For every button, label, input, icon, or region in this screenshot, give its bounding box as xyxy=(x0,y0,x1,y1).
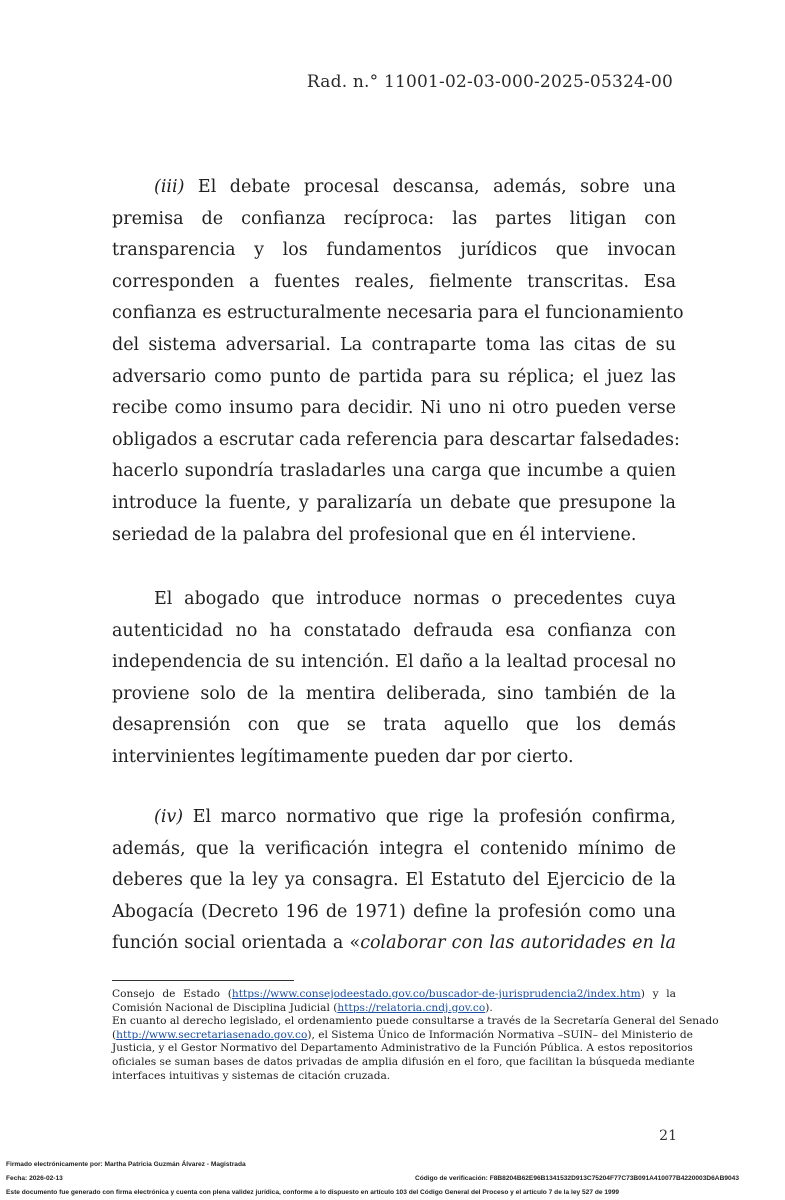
paragraph-iii xyxy=(112,172,684,551)
text-line: corresponden a fuentes reales, fielmente transcritas. Esa xyxy=(112,271,676,292)
footnote-line: Justicia, y el Gestor Normativo del Departamento Administrativo de la Función Pública. A estos repositorios xyxy=(112,1042,693,1055)
paragraph-marker: (iv) xyxy=(154,807,184,827)
text-line: El abogado que introduce normas o precedentes cuya xyxy=(154,589,676,609)
signature-legal-note: Este documento fue generado con firma electrónica y cuenta con plena validez jurídica, conforme a lo dispuesto en artículo 103 del Código General del Proceso y el artículo 7 de la ley 527 de 1999 xyxy=(6,1189,620,1196)
text-line: confianza es estructuralmente necesaria para el funcionamiento xyxy=(112,303,684,324)
text-line: obligados a escrutar cada referencia para descartar falsedades: xyxy=(112,429,680,450)
footnote-line: (http://www.secretariasenado.gov.co), el Sistema Único de Información Normativa –SUIN– del Ministerio de xyxy=(112,1028,693,1041)
text-line: transparencia y los fundamentos jurídicos que invocan xyxy=(112,240,676,261)
text-line: además, que la verificación integra el contenido mínimo de xyxy=(112,838,676,859)
text-line: (iii) El debate procesal descansa, además, sobre una xyxy=(154,177,676,197)
text-line: adversario como punto de partida para su réplica; el juez las xyxy=(112,366,676,387)
text-line: proviene solo de la mentira deliberada, sino también de la xyxy=(112,683,676,704)
text-line: desaprensión con que se trata aquello que los demás xyxy=(112,715,676,736)
footnote-line: oficiales se suman bases de datos privadas de amplia difusión en el foro, que facilitan la búsqueda mediante xyxy=(112,1055,695,1068)
footnotes xyxy=(112,988,719,1083)
footnote-line: Comisión Nacional de Disciplina Judicial (https://relatoria.cndj.gov.co). xyxy=(112,1001,493,1014)
paragraph-iv xyxy=(112,802,676,960)
page-number: 21 xyxy=(659,1128,677,1144)
paragraph-abogado xyxy=(112,584,676,774)
footnote-line: En cuanto al derecho legislado, el ordenamiento puede consultarse a través de la Secretaría General del Senado xyxy=(112,1015,719,1028)
signature-signer: Firmado electrónicamente por: Martha Patricia Guzmán Álvarez - Magistrada xyxy=(6,1161,246,1168)
text-line: recibe como insumo para decidir. Ni uno ni otro pueden verse xyxy=(112,398,676,419)
text-line: independencia de su intención. El daño a la lealtad procesal no xyxy=(112,652,676,673)
signature-date: Fecha: 2026-02-13 xyxy=(6,1175,63,1182)
cndj-link[interactable]: https://relatoria.cndj.gov.co xyxy=(337,1001,486,1014)
text-line: del sistema adversarial. La contraparte toma las citas de su xyxy=(112,334,676,355)
text-line: deberes que la ley ya consagra. El Estatuto del Ejercicio de la xyxy=(112,870,676,891)
consejo-estado-link[interactable]: https://www.consejodeestado.gov.co/buscador-de-jurisprudencia2/index.htm xyxy=(231,988,641,1000)
text-line: hacerlo supondría trasladarles una carga que incumbe a quien xyxy=(112,461,676,482)
text-line: introduce la fuente, y paralizaría un debate que presupone la xyxy=(112,492,676,513)
text-line: premisa de confianza recíproca: las partes litigan con xyxy=(112,208,676,229)
paragraph-marker: (iii) xyxy=(154,177,185,197)
text-line: intervinientes legítimamente pueden dar por cierto. xyxy=(112,746,574,767)
footnote-line: interfaces intuitivas y sistemas de citación cruzada. xyxy=(112,1069,391,1082)
text-line: Abogacía (Decreto 196 de 1971) define la profesión como una xyxy=(112,901,676,922)
text-line: seriedad de la palabra del profesional que en él interviene. xyxy=(112,524,637,545)
text-line: (iv) El marco normativo que rige la profesión confirma, xyxy=(154,807,676,827)
senado-link[interactable]: http://www.secretariasenado.gov.co xyxy=(116,1028,308,1041)
quoted-text: colaborar con las autoridades en la xyxy=(360,933,676,954)
case-number-header: Rad. n.° 11001-02-03-000-2025-05324-00 xyxy=(306,72,673,92)
footnote-separator xyxy=(112,980,294,981)
text-line: función social orientada a «colaborar con las autoridades en la xyxy=(112,933,676,954)
text-line: autenticidad no ha constatado defrauda esa confianza con xyxy=(112,620,676,641)
verification-code: Código de verificación: F8B8204B62E96B1341532D913C75204F77C73B091A410077B4220003D6AB9043 xyxy=(414,1175,739,1182)
footnote-line: Consejo de Estado (https://www.consejodeestado.gov.co/buscador-de-jurisprudencia2/index.htm) y la xyxy=(112,988,676,1000)
